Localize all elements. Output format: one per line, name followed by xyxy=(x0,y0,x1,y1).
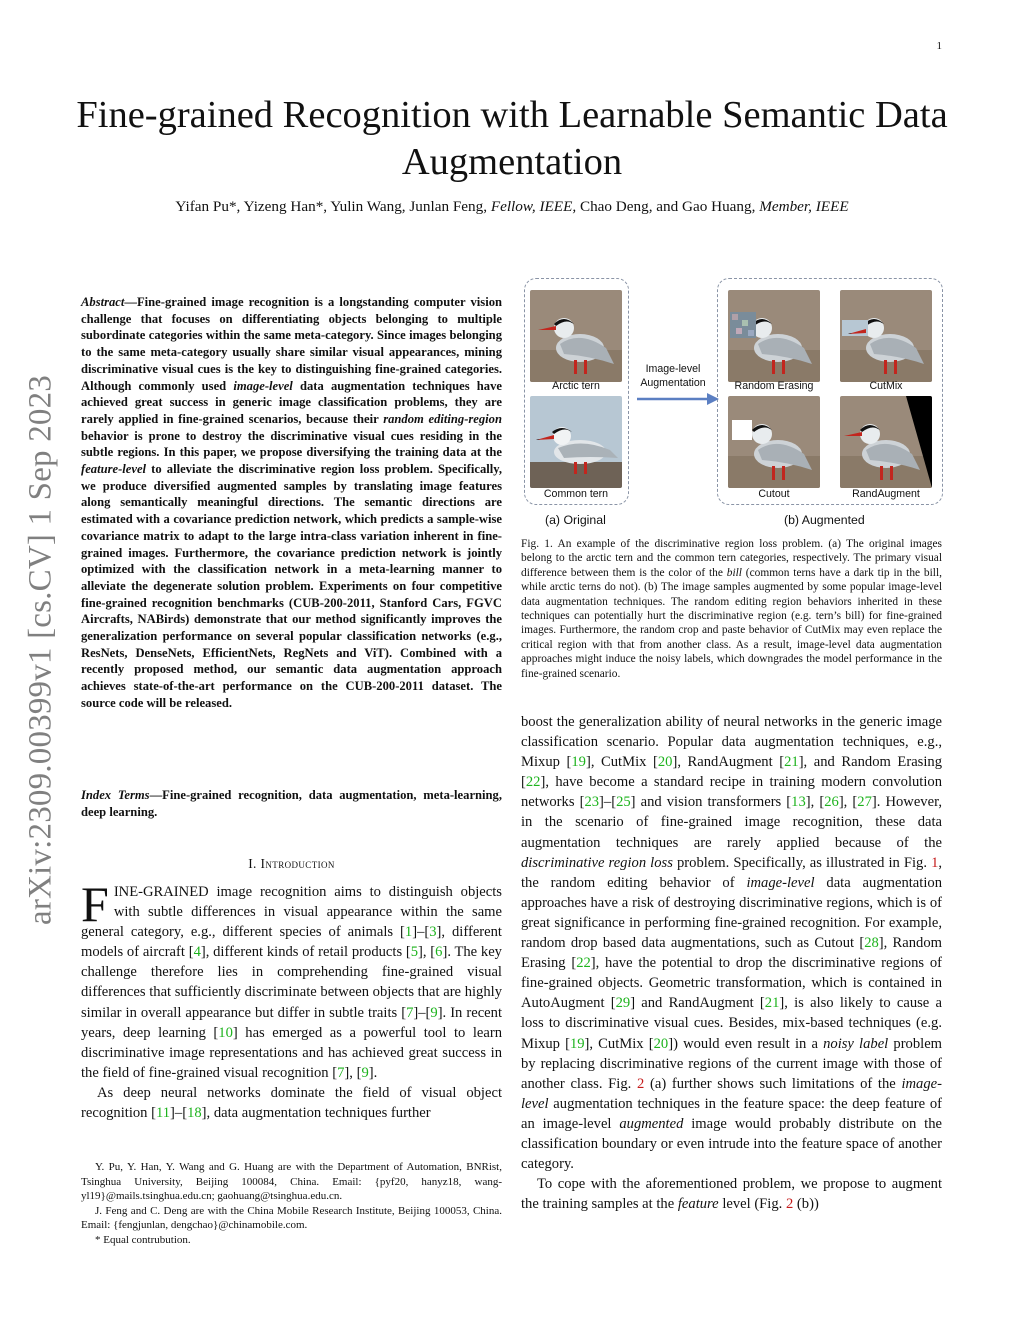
citation-link[interactable]: 22 xyxy=(576,955,591,972)
citation-link[interactable]: 5 xyxy=(410,944,419,961)
figure-1 xyxy=(521,276,947,534)
arrow-label-line-1: Image-level xyxy=(645,363,701,375)
body-text: level (Fig. xyxy=(722,1196,783,1213)
figure-ref-link[interactable]: 2 xyxy=(785,1196,794,1213)
body-text: ], and Random Erasing [ xyxy=(521,754,942,791)
body-text: ], CutMix [ xyxy=(584,1035,654,1052)
index-terms-text: —Fine-grained recognition, data augmentation, meta-learning, deep learning. xyxy=(81,788,502,819)
body-em: noisy label xyxy=(823,1035,889,1052)
body-em: image-level xyxy=(521,1075,942,1112)
body-text: ] and vision transformers [ xyxy=(630,794,792,811)
arrow-label-line-2: Augmentation xyxy=(640,377,706,389)
cutout-photo xyxy=(728,396,820,488)
body-text: , the random editing behavior of xyxy=(521,854,943,891)
arxiv-stamp xyxy=(6,365,76,935)
abstract-text-2: data augmentation techniques have achieved great success in generic image classification problems, they are rarely applied in fine-grained scenarios, because their xyxy=(81,378,502,426)
citation-link[interactable]: 9 xyxy=(430,1004,438,1021)
body-text: augmentation techniques in the feature space: the deep feature of an image-level xyxy=(521,1095,942,1132)
randaugment-label: RandAugment xyxy=(852,488,920,500)
intro-text: INE-GRAINED image recognition aims to distinguish objects with subtle differences in visual appearance within the same general category, e.g., different species of animals [ xyxy=(81,884,502,941)
caption-text: (common terns have a dark tip in the bill, while arctic terns do not). (b) The image samples augmented by some popular image-level data augmentation techniques. The random editing region behaviors inherited in these techniques can potentially hurt the discriminative region (e.g. tern’s bill) for fine-grained images. Furthermore, the random crop and paste behavior of CutMix may even replace the critical region with that from another class. As a result, image-level data augmentation approaches might induce the noisy labels, which downgrades the model performance in the fine-grained scenario. xyxy=(521,566,942,680)
right-column-text xyxy=(521,712,942,1214)
body-text: ]–[ xyxy=(599,794,617,811)
authors-fellow: Fellow, IEEE, xyxy=(490,198,577,215)
intro-text: ]. The key challenge therefore lies in comprehending fine-grained visual differences that sufficiently discriminate between objects that are highly similar in overall appearance but differ in subtle traits [ xyxy=(81,944,502,1021)
citation-link[interactable]: 28 xyxy=(864,935,879,952)
body-text: To cope with the aforementioned problem, we propose to augment the training samples at the xyxy=(521,1176,942,1213)
common-tern-label: Common tern xyxy=(543,488,609,500)
arxiv-stamp-text: arXiv:2309.00399v1 [cs.CV] 1 Sep 2023 xyxy=(22,374,59,926)
cutmix-photo xyxy=(840,290,932,382)
body-text: ], have become a standard recipe in training modern convolution networks [ xyxy=(521,774,942,811)
body-text: data augmentation approaches have a risk of destroying discriminative regions, which is of great significance in performing fine-grained recognition. For example, random drop based data augmentations, such as Cutout [ xyxy=(521,874,942,952)
citation-link[interactable]: 27 xyxy=(857,794,872,811)
citation-link[interactable]: 3 xyxy=(429,924,437,941)
body-text: ], [ xyxy=(838,794,858,811)
paper-title: Fine-grained Recognition with Learnable Semantic Data Augmentation xyxy=(76,94,948,183)
body-text: ]. However, in the scenario of fine-grained image recognition, these data augmentation techniques are rarely applied because of the xyxy=(521,794,942,851)
citation-link[interactable]: 1 xyxy=(404,924,413,941)
citation-link[interactable]: 21 xyxy=(784,754,799,771)
citation-link[interactable]: 13 xyxy=(791,794,806,811)
drop-cap: F xyxy=(81,876,109,932)
body-text: ], [ xyxy=(805,794,825,811)
cutout-label: Cutout xyxy=(758,488,790,500)
abstract-text-3: behavior is prone to destroy the discriminative visual cues residing in the subtle regions. In this paper, we propose diversifying the training data at the xyxy=(81,428,502,460)
citation-link[interactable]: 29 xyxy=(615,995,631,1012)
figure-ref-link[interactable]: 1 xyxy=(931,854,939,871)
body-text: ], have the potential to drop the discriminative regions of fine-grained objects. Geometric transformation, which is contained in AutoAugment [ xyxy=(521,955,942,1012)
caption-text: Fig. 1. An example of the discriminative region loss problem. (a) The original images belong to the arctic tern and the common tern categories, respectively. The primary visual difference between them is the color of the xyxy=(521,538,942,579)
citation-link[interactable]: 20 xyxy=(653,1035,669,1052)
body-text: problem. Specifically, as illustrated in Fig. xyxy=(676,854,927,871)
citation-link[interactable]: 10 xyxy=(218,1024,233,1041)
body-em: image-level xyxy=(746,874,815,891)
arrow-right-icon xyxy=(637,392,719,406)
subfigure-b-label: (b) Augmented xyxy=(784,513,865,527)
cutmix-label: CutMix xyxy=(869,380,903,392)
footnote-affiliation-2: J. Feng and C. Deng are with the China Mobile Research Institute, Beijing 100053, China. Email: {fengjunlan, dengchao}@chinamobile.com. xyxy=(81,1204,502,1232)
body-text: problem by replacing discriminative regions of the current image with those of another class. Fig. xyxy=(521,1035,943,1092)
body-text: ], is also likely to cause a loss to discriminative visual cues. Besides, mix-based techniques (e.g. Mixup [ xyxy=(521,995,942,1052)
citation-link[interactable]: 26 xyxy=(824,794,839,811)
author-list xyxy=(60,198,964,216)
intro-text: ], different kinds of retail products [ xyxy=(200,944,411,961)
citation-link[interactable]: 21 xyxy=(764,995,780,1012)
citation-link[interactable]: 23 xyxy=(584,794,600,811)
authors-member: Member, IEEE xyxy=(759,198,849,215)
augmentation-arrow-label xyxy=(633,362,713,390)
intro-text: ]. xyxy=(368,1064,378,1081)
citation-link[interactable]: 7 xyxy=(337,1064,345,1081)
intro-text: ] has emerged as a powerful tool to learn discriminative image representations and has achieved great success in the field of fine-grained visual recognition [ xyxy=(81,1024,502,1081)
abstract xyxy=(81,294,502,712)
citation-link[interactable]: 22 xyxy=(525,774,541,791)
abstract-em-1: image-level xyxy=(233,378,293,393)
body-em: feature xyxy=(677,1196,719,1213)
body-em: augmented xyxy=(619,1115,684,1132)
citation-link[interactable]: 19 xyxy=(571,754,586,771)
section-name: Introduction xyxy=(260,856,335,871)
page-number: 1 xyxy=(936,40,942,52)
citation-link[interactable]: 9 xyxy=(361,1064,369,1081)
random-erasing-label: Random Erasing xyxy=(734,380,814,392)
intro-text: ]–[ xyxy=(412,924,430,941)
index-terms xyxy=(81,787,502,820)
body-text: (b)) xyxy=(796,1196,819,1213)
arctic-tern-label: Arctic tern xyxy=(552,380,600,392)
authors-main: Yifan Pu*, Yizeng Han*, Yulin Wang, Junlan Feng, xyxy=(175,198,488,215)
citation-link[interactable]: 25 xyxy=(616,794,631,811)
intro-text: ], data augmentation techniques further xyxy=(201,1105,431,1122)
abstract-em-3: feature-level xyxy=(81,462,147,477)
random-erasing-photo xyxy=(728,290,820,382)
body-text: ]) would even result in a xyxy=(668,1035,818,1052)
citation-link[interactable]: 19 xyxy=(569,1035,585,1052)
introduction-text xyxy=(81,876,502,1123)
intro-text: ], [ xyxy=(344,1064,362,1081)
abstract-em-2: random editing-region xyxy=(383,411,502,426)
citation-link[interactable]: 20 xyxy=(657,754,673,771)
caption-em: bill xyxy=(726,566,742,579)
abstract-lead: Abstract xyxy=(81,295,125,309)
figure-ref-link[interactable]: 2 xyxy=(637,1075,645,1092)
citation-link[interactable]: 4 xyxy=(193,944,201,961)
intro-text: ]–[ xyxy=(170,1105,188,1122)
body-em: discriminative region loss xyxy=(521,854,673,871)
intro-text: ]. In recent years, deep learning [ xyxy=(81,1004,502,1041)
body-text: image would probably distribute on the classification boundary or even intrude into the feature space of another category. xyxy=(521,1115,942,1173)
intro-text: ], different models of aircraft [ xyxy=(81,924,502,961)
arctic-tern-photo xyxy=(530,290,622,382)
body-text: ], RandAugment [ xyxy=(672,754,785,771)
body-text: ], Random Erasing [ xyxy=(521,935,942,972)
index-terms-lead: Index Terms xyxy=(81,788,150,802)
subfigure-a-label: (a) Original xyxy=(545,513,606,527)
randaugment-photo xyxy=(840,396,932,488)
abstract-text-1: —Fine-grained image recognition is a longstanding computer vision challenge that focuses on differentiating objects belonging to multiple subordinate categories within the same meta-category. Since images belonging to the same meta-category usually share similar visual appearances, mining discriminative visual cues is the key to distinguishing fine-grained categories. Although commonly used xyxy=(81,295,502,393)
intro-text: ]–[ xyxy=(413,1004,431,1021)
footnote-affiliation-1: Y. Pu, Y. Han, Y. Wang and G. Huang are with the Department of Automation, BNRist, Tsinghua University, Beijing 100084, China. Email: {pyf20, hanyz18, wang-yl19}@mails.tsinghua.edu.cn; gaohuang@tsinghua.edu.cn. xyxy=(81,1161,502,1203)
body-text: ], CutMix [ xyxy=(585,754,658,771)
body-text: ] and RandAugment [ xyxy=(630,995,765,1012)
abstract-text-4: to alleviate the discriminative region loss problem. Specifically, we produce diversified augmented samples by translating image features along semantically meaningful directions. The semantic directions are estimated with a covariance prediction network, which predicts a sample-wise covariance matrix to adapt to the large intra-class variation inherent in fine-grained images. Furthermore, the covariance prediction network is jointly optimized with the classification network in a meta-learning manner to alleviate the degenerate solution problem. Experiments on four competitive fine-grained recognition benchmarks (CUB-200-2011, Stanford Cars, FGVC Aircrafts, NABirds) demonstrate that our method significantly improves the generalization performance on several popular classification networks (e.g., ResNets, DenseNets, EfficientNets, RegNets and ViT). Combined with a recently proposed method, our semantic data augmentation approach achieves state-of-the-art performance on the CUB-200-2011 dataset. The source code will be released. xyxy=(81,462,502,710)
figure-1-caption xyxy=(521,537,942,681)
citation-link[interactable]: 7 xyxy=(406,1004,414,1021)
footnote-equal-contribution: * Equal contrubution. xyxy=(95,1233,191,1246)
section-numeral: I. xyxy=(248,856,257,871)
intro-text: ], [ xyxy=(418,944,436,961)
footnotes xyxy=(81,1160,502,1248)
common-tern-photo xyxy=(530,396,622,488)
citation-link[interactable]: 11 xyxy=(155,1105,171,1122)
body-text: (a) further shows such limitations of the xyxy=(650,1075,896,1092)
section-heading xyxy=(81,856,502,872)
body-text: boost the generalization ability of neural networks in the generic image classification scenario. Popular data augmentation techniques, e.g., Mixup [ xyxy=(521,714,942,771)
intro-text: As deep neural networks dominate the field of visual object recognition [ xyxy=(81,1084,502,1122)
citation-link[interactable]: 18 xyxy=(187,1105,202,1122)
authors-mid: Chao Deng, and Gao Huang, xyxy=(579,198,756,215)
citation-link[interactable]: 6 xyxy=(435,944,443,961)
